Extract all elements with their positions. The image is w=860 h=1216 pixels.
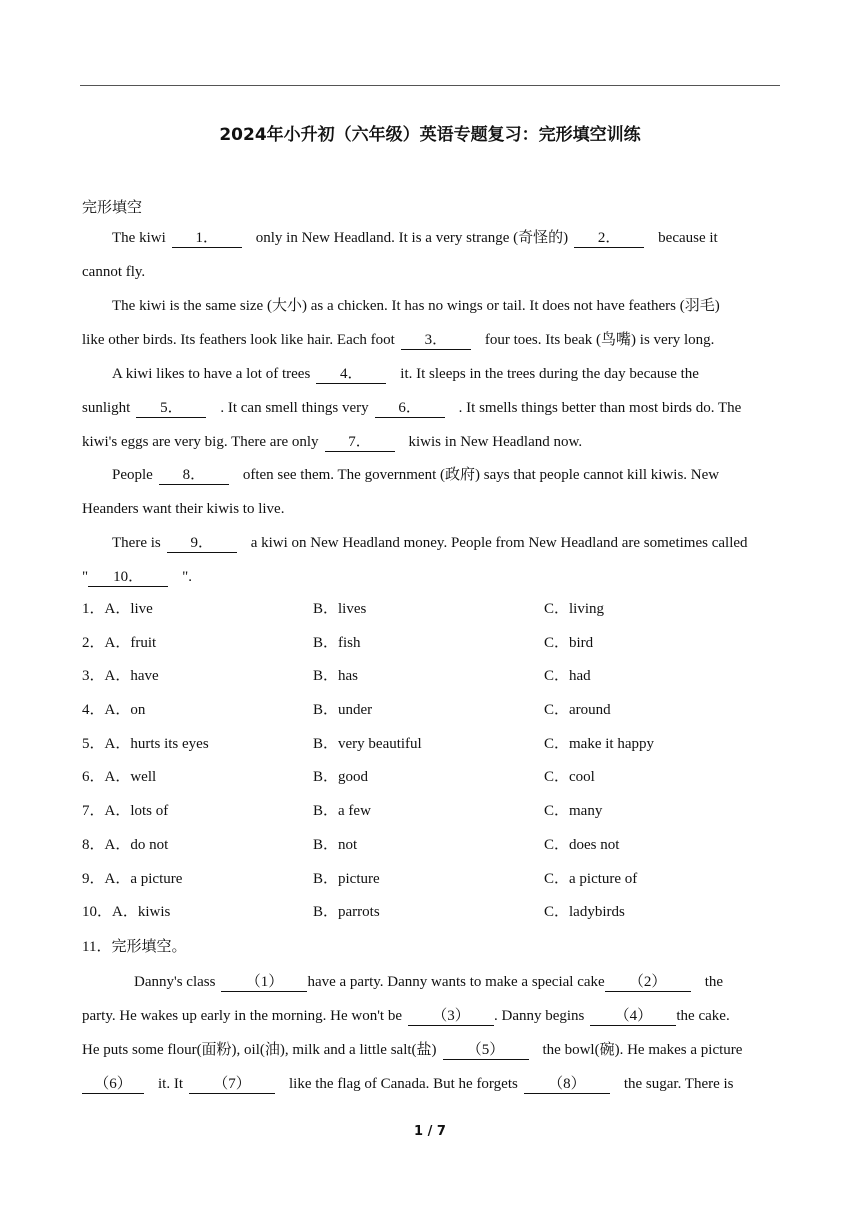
option-row	[82, 863, 782, 897]
header-rule	[80, 85, 780, 86]
option-a[interactable]: 9．A．a picture	[82, 870, 183, 887]
blank-p2-7[interactable]: （7）	[189, 1075, 275, 1094]
option-row	[82, 795, 782, 829]
passage1-paragraph3: A kiwi likes to have a lot of trees 4． it. It sleeps in the trees during the day because the sunlight 5． . It can smell things very 6． . It smells things better than most birds do. The kiwi's eggs are very big. There are only 7． kiwis in New Headland now.	[82, 366, 742, 450]
blank-4[interactable]: 4．	[316, 365, 386, 384]
option-c[interactable]: C．around	[544, 702, 611, 719]
option-b[interactable]: B．parrots	[313, 904, 380, 921]
option-c[interactable]: C．living	[544, 601, 605, 617]
blank-1[interactable]: 1．	[172, 229, 242, 248]
blank-p2-4[interactable]: （4）	[590, 1007, 676, 1026]
option-c[interactable]: C．a picture of	[544, 870, 638, 887]
option-c[interactable]: C．ladybirds	[544, 904, 625, 921]
blank-10[interactable]: 10．	[88, 568, 168, 587]
passage1-paragraph2: The kiwi is the same size (大小) as a chicken. It has no wings or tail. It does not have feathers (羽毛) like other birds. Its feathers look like hair. Each foot 3． four toes. Its beak (鸟嘴) is very long.	[82, 298, 720, 348]
option-row	[82, 761, 782, 795]
option-b[interactable]: B．good	[313, 769, 369, 786]
option-row	[82, 728, 782, 762]
option-c[interactable]: C．cool	[544, 769, 595, 786]
blank-p2-8[interactable]: （8）	[524, 1075, 610, 1094]
option-a[interactable]: 1．A．live	[82, 601, 153, 617]
option-b[interactable]: B．very beautiful	[313, 735, 422, 752]
option-row	[82, 593, 782, 627]
option-a[interactable]: 8．A．do not	[82, 836, 169, 853]
option-a[interactable]: 10．A．kiwis	[82, 904, 171, 921]
blank-p2-3[interactable]: （3）	[408, 1007, 494, 1026]
blank-p2-6[interactable]: （6）	[82, 1075, 144, 1094]
section-label: 完形填空	[82, 200, 143, 216]
passage1-paragraph1: The kiwi 1． only in New Headland. It is a very strange (奇怪的) 2． because it cannot fly.	[82, 230, 718, 280]
option-a[interactable]: 3．A．have	[82, 668, 159, 685]
blank-p2-1[interactable]: （1）	[221, 973, 307, 992]
blank-8[interactable]: 8．	[159, 466, 229, 485]
option-row	[82, 627, 782, 661]
option-c[interactable]: C．does not	[544, 836, 620, 853]
option-b[interactable]: B．lives	[313, 601, 367, 617]
option-b[interactable]: B．not	[313, 836, 358, 853]
blank-p2-2[interactable]: （2）	[605, 973, 691, 992]
passage2: Danny's class （1） have a party. Danny wants to make a special cake （2） the party. He wakes up early in the morning. He won't be （3） . Danny begins （4） the cake. He puts some flour(面粉), oil(油), milk and a little salt(盐) （5） the bowl(碗). He makes a picture （6） it. It （7） like the flag of Canada. But he forgets （8） the sugar. There is	[82, 974, 743, 1092]
blank-9[interactable]: 9．	[167, 534, 237, 553]
passage1-paragraph4: People 8． often see them. The government (政府) says that people cannot kill kiwis. New Heanders want their kiwis to live.	[82, 467, 720, 517]
blank-3[interactable]: 3．	[401, 331, 471, 350]
page-title: 2024年小升初（六年级）英语专题复习：完形填空训练	[219, 125, 641, 145]
option-a[interactable]: 5．A．hurts its eyes	[82, 735, 209, 752]
option-row	[82, 896, 782, 930]
option-b[interactable]: B．fish	[313, 634, 361, 651]
option-c[interactable]: C．had	[544, 668, 591, 685]
option-b[interactable]: B．under	[313, 702, 373, 719]
blank-6[interactable]: 6．	[375, 399, 445, 418]
question-11-label: 11．完形填空。	[82, 939, 187, 955]
option-c[interactable]: C．make it happy	[544, 735, 654, 752]
page-number: 1 / 7	[414, 1124, 446, 1139]
option-row	[82, 829, 782, 863]
blank-7[interactable]: 7．	[325, 433, 395, 452]
option-c[interactable]: C．bird	[544, 634, 594, 651]
option-a[interactable]: 6．A．well	[82, 769, 157, 786]
option-row	[82, 694, 782, 728]
option-a[interactable]: 2．A．fruit	[82, 634, 157, 651]
option-row	[82, 660, 782, 694]
option-a[interactable]: 7．A．lots of	[82, 803, 169, 820]
option-c[interactable]: C．many	[544, 803, 603, 820]
blank-5[interactable]: 5．	[136, 399, 206, 418]
option-b[interactable]: B．a few	[313, 803, 371, 820]
options-list	[82, 593, 782, 930]
blank-p2-5[interactable]: （5）	[443, 1041, 529, 1060]
option-b[interactable]: B．has	[313, 668, 359, 685]
option-a[interactable]: 4．A．on	[82, 702, 146, 719]
option-b[interactable]: B．picture	[313, 870, 380, 887]
passage1-paragraph5: There is 9． a kiwi on New Headland money. People from New Headland are sometimes called " 10． ".	[82, 535, 748, 585]
blank-2[interactable]: 2．	[574, 229, 644, 248]
